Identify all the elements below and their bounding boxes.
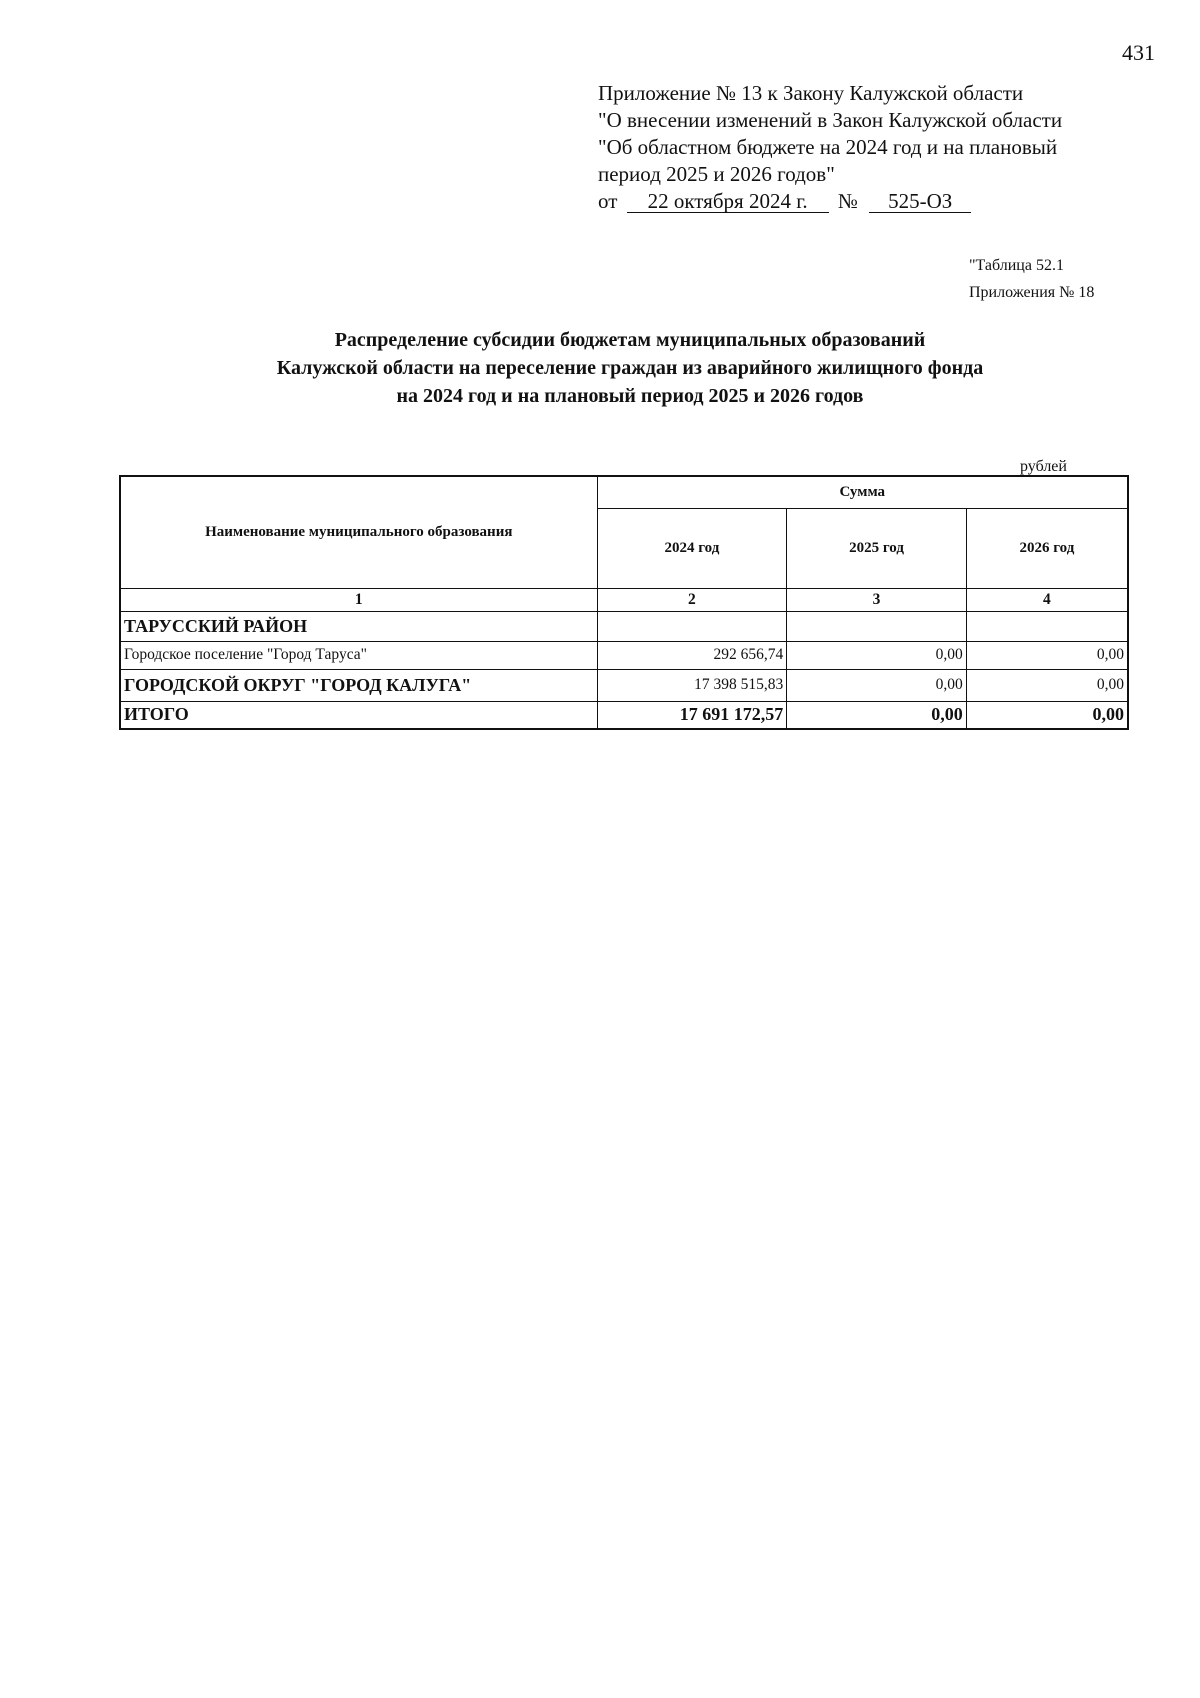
number-prefix: № [837,189,858,213]
title-line-2: Калужской области на переселение граждан из аварийного жилищного фонда [276,357,984,379]
row-name: ТАРУССКИЙ РАЙОН [120,611,597,641]
column-number: 1 [120,588,597,611]
column-number: 2 [597,588,787,611]
appendix-line-1: Приложение № 13 к Закону Калужской области [598,81,1024,105]
value-2024: 292 656,74 [597,641,787,669]
value-2024: 17 398 515,83 [597,669,787,701]
column-number: 4 [966,588,1128,611]
appendix-date-line [598,188,1062,215]
value-2025 [787,611,967,641]
value-2024 [597,611,787,641]
value-2026: 0,00 [966,641,1128,669]
table-row [120,611,1128,641]
value-2025: 0,00 [787,641,967,669]
date-prefix: от [598,189,618,213]
appendix-header [598,80,1062,215]
table-reference [969,252,1094,306]
value-2026: 0,00 [966,701,1128,729]
law-number: 525-ОЗ [869,190,971,213]
table-row [120,669,1128,701]
column-number-row [120,588,1128,611]
document-title [0,326,1200,410]
value-2025: 0,00 [787,669,967,701]
total-row [120,701,1128,729]
value-2026: 0,00 [966,669,1128,701]
appendix-line-3: "Об областном бюджете на 2024 год и на плановый [598,135,1058,159]
title-line-1: Распределение субсидии бюджетам муниципальных образований [334,329,926,351]
value-2025: 0,00 [787,701,967,729]
row-name: ИТОГО [120,701,597,729]
sum-header: Сумма [597,476,1128,508]
appendix-line-4: период 2025 и 2026 годов" [598,162,835,186]
law-date: 22 октября 2024 г. [627,190,829,213]
name-column-header: Наименование муниципального образования [120,476,597,588]
row-name: ГОРОДСКОЙ ОКРУГ "ГОРОД КАЛУГА" [120,669,597,701]
value-2024: 17 691 172,57 [597,701,787,729]
subsidy-table [119,475,1129,730]
row-name: Городское поселение "Город Таруса" [120,641,597,669]
table-ref-line-2: Приложения № 18 [969,284,1095,301]
year-header-2026: 2026 год [966,508,1128,588]
table-ref-line-1: "Таблица 52.1 [969,257,1064,274]
table-row [120,641,1128,669]
units-label: рублей [1020,458,1067,475]
appendix-line-2: "О внесении изменений в Закон Калужской области [598,108,1063,132]
title-line-3: на 2024 год и на плановый период 2025 и 2026 годов [396,385,864,407]
value-2026 [966,611,1128,641]
page-number: 431 [1122,40,1155,65]
year-header-2025: 2025 год [787,508,967,588]
column-number: 3 [787,588,967,611]
year-header-2024: 2024 год [597,508,787,588]
